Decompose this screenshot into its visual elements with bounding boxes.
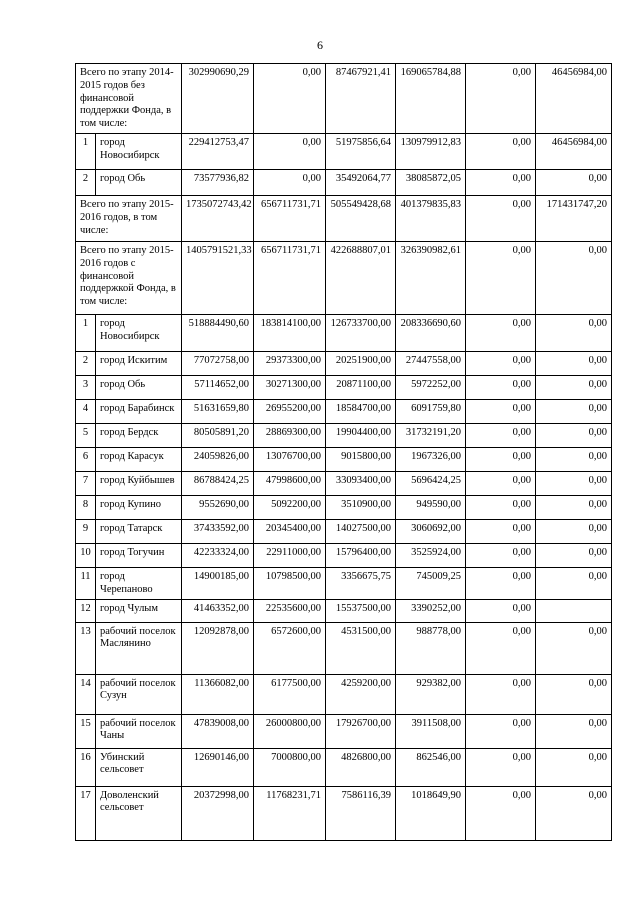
value-cell: 18584700,00	[326, 399, 396, 423]
value-cell: 26000800,00	[254, 714, 326, 748]
value-cell: 33093400,00	[326, 471, 396, 495]
row-name: город Новосибирск	[96, 133, 182, 169]
value-cell: 169065784,88	[396, 64, 466, 134]
value-cell: 0,00	[466, 447, 536, 471]
value-cell: 0,00	[466, 674, 536, 714]
value-cell: 0,00	[466, 64, 536, 134]
row-name: город Татарск	[96, 519, 182, 543]
row-number: 15	[76, 714, 96, 748]
value-cell: 37433592,00	[182, 519, 254, 543]
value-cell: 130979912,83	[396, 133, 466, 169]
row-number: 1	[76, 133, 96, 169]
value-cell: 949590,00	[396, 495, 466, 519]
value-cell: 656711731,71	[254, 241, 326, 314]
row-number: 7	[76, 471, 96, 495]
value-cell: 38085872,05	[396, 169, 466, 195]
value-cell: 0,00	[466, 423, 536, 447]
value-cell: 0,00	[466, 133, 536, 169]
row-name: рабочий поселок Сузун	[96, 674, 182, 714]
row-name: город Карасук	[96, 447, 182, 471]
value-cell: 0,00	[254, 64, 326, 134]
value-cell: 3060692,00	[396, 519, 466, 543]
value-cell: 14027500,00	[326, 519, 396, 543]
value-cell: 20251900,00	[326, 351, 396, 375]
value-cell: 0,00	[466, 495, 536, 519]
value-cell: 505549428,68	[326, 195, 396, 241]
value-cell: 13076700,00	[254, 447, 326, 471]
value-cell: 0,00	[466, 169, 536, 195]
value-cell: 31732191,20	[396, 423, 466, 447]
value-cell: 7586116,39	[326, 786, 396, 840]
value-cell: 47839008,00	[182, 714, 254, 748]
value-cell: 862546,00	[396, 748, 466, 786]
summary-row	[76, 64, 612, 134]
table-row	[76, 714, 612, 748]
summary-row	[76, 241, 612, 314]
value-cell: 0,00	[466, 786, 536, 840]
value-cell: 46456984,00	[536, 133, 612, 169]
value-cell: 0,00	[466, 399, 536, 423]
value-cell: 30271300,00	[254, 375, 326, 399]
value-cell: 656711731,71	[254, 195, 326, 241]
row-name: город Куйбышев	[96, 471, 182, 495]
value-cell: 14900185,00	[182, 567, 254, 599]
row-name: город Искитим	[96, 351, 182, 375]
value-cell: 28869300,00	[254, 423, 326, 447]
value-cell: 15537500,00	[326, 599, 396, 622]
value-cell: 171431747,20	[536, 195, 612, 241]
row-number: 5	[76, 423, 96, 447]
value-cell: 0,00	[536, 543, 612, 567]
value-cell: 0,00	[466, 748, 536, 786]
value-cell: 229412753,47	[182, 133, 254, 169]
table-row	[76, 399, 612, 423]
value-cell: 5972252,00	[396, 375, 466, 399]
summary-label: Всего по этапу 2015-2016 годов с финансовой поддержкой Фонда, в том числе:	[76, 241, 182, 314]
value-cell: 35492064,77	[326, 169, 396, 195]
value-cell: 87467921,41	[326, 64, 396, 134]
table-row	[76, 351, 612, 375]
row-name: город Тогучин	[96, 543, 182, 567]
table-row	[76, 567, 612, 599]
value-cell: 4531500,00	[326, 622, 396, 674]
value-cell: 73577936,82	[182, 169, 254, 195]
row-number: 10	[76, 543, 96, 567]
value-cell: 183814100,00	[254, 314, 326, 351]
value-cell: 9552690,00	[182, 495, 254, 519]
value-cell: 0,00	[466, 471, 536, 495]
table-row	[76, 622, 612, 674]
value-cell: 20372998,00	[182, 786, 254, 840]
value-cell: 4826800,00	[326, 748, 396, 786]
row-number: 13	[76, 622, 96, 674]
value-cell: 10798500,00	[254, 567, 326, 599]
value-cell: 6572600,00	[254, 622, 326, 674]
value-cell: 0,00	[466, 375, 536, 399]
row-name: Убинский сельсовет	[96, 748, 182, 786]
value-cell: 3510900,00	[326, 495, 396, 519]
value-cell: 0,00	[254, 169, 326, 195]
value-cell: 7000800,00	[254, 748, 326, 786]
value-cell: 47998600,00	[254, 471, 326, 495]
value-cell: 0,00	[536, 399, 612, 423]
summary-row	[76, 195, 612, 241]
row-name: город Бердск	[96, 423, 182, 447]
row-number: 6	[76, 447, 96, 471]
funding-table	[75, 63, 612, 841]
value-cell: 9015800,00	[326, 447, 396, 471]
value-cell: 4259200,00	[326, 674, 396, 714]
value-cell: 0,00	[536, 375, 612, 399]
value-cell: 11366082,00	[182, 674, 254, 714]
value-cell: 20871100,00	[326, 375, 396, 399]
value-cell: 0,00	[536, 423, 612, 447]
row-number: 8	[76, 495, 96, 519]
value-cell: 988778,00	[396, 622, 466, 674]
value-cell: 0,00	[536, 351, 612, 375]
value-cell: 29373300,00	[254, 351, 326, 375]
row-number: 4	[76, 399, 96, 423]
row-number: 14	[76, 674, 96, 714]
value-cell: 46456984,00	[536, 64, 612, 134]
row-name: город Обь	[96, 169, 182, 195]
value-cell: 57114652,00	[182, 375, 254, 399]
row-name: город Чулым	[96, 599, 182, 622]
row-number: 1	[76, 314, 96, 351]
value-cell: 0,00	[466, 622, 536, 674]
value-cell: 126733700,00	[326, 314, 396, 351]
value-cell: 1405791521,33	[182, 241, 254, 314]
value-cell	[536, 599, 612, 622]
value-cell: 22535600,00	[254, 599, 326, 622]
table-row	[76, 169, 612, 195]
value-cell: 0,00	[536, 314, 612, 351]
row-number: 17	[76, 786, 96, 840]
summary-label: Всего по этапу 2015-2016 годов, в том числе:	[76, 195, 182, 241]
value-cell: 0,00	[536, 622, 612, 674]
value-cell: 0,00	[536, 519, 612, 543]
value-cell: 0,00	[536, 471, 612, 495]
value-cell: 518884490,60	[182, 314, 254, 351]
table-row	[76, 543, 612, 567]
value-cell: 24059826,00	[182, 447, 254, 471]
value-cell: 26955200,00	[254, 399, 326, 423]
table-row	[76, 674, 612, 714]
value-cell: 51975856,64	[326, 133, 396, 169]
value-cell: 0,00	[536, 169, 612, 195]
table-row	[76, 314, 612, 351]
value-cell: 12690146,00	[182, 748, 254, 786]
value-cell: 15796400,00	[326, 543, 396, 567]
table-row	[76, 599, 612, 622]
value-cell: 0,00	[466, 599, 536, 622]
page-number: 6	[317, 38, 323, 52]
value-cell: 11768231,71	[254, 786, 326, 840]
value-cell: 401379835,83	[396, 195, 466, 241]
value-cell: 0,00	[466, 519, 536, 543]
value-cell: 0,00	[466, 351, 536, 375]
value-cell: 86788424,25	[182, 471, 254, 495]
row-name: город Новосибирск	[96, 314, 182, 351]
value-cell: 6091759,80	[396, 399, 466, 423]
value-cell: 20345400,00	[254, 519, 326, 543]
value-cell: 5092200,00	[254, 495, 326, 519]
table-row	[76, 786, 612, 840]
value-cell: 1735072743,42	[182, 195, 254, 241]
row-number: 11	[76, 567, 96, 599]
row-number: 9	[76, 519, 96, 543]
row-name: город Барабинск	[96, 399, 182, 423]
row-name: рабочий поселок Маслянино	[96, 622, 182, 674]
value-cell: 0,00	[536, 786, 612, 840]
value-cell: 0,00	[536, 714, 612, 748]
value-cell: 326390982,61	[396, 241, 466, 314]
row-number: 2	[76, 351, 96, 375]
value-cell: 6177500,00	[254, 674, 326, 714]
value-cell: 3390252,00	[396, 599, 466, 622]
table-row	[76, 447, 612, 471]
value-cell: 0,00	[536, 495, 612, 519]
table-row	[76, 423, 612, 447]
table-row	[76, 495, 612, 519]
row-name: рабочий поселок Чаны	[96, 714, 182, 748]
table-row	[76, 375, 612, 399]
value-cell: 80505891,20	[182, 423, 254, 447]
value-cell: 422688807,01	[326, 241, 396, 314]
row-name: город Обь	[96, 375, 182, 399]
value-cell: 3525924,00	[396, 543, 466, 567]
value-cell: 929382,00	[396, 674, 466, 714]
value-cell: 19904400,00	[326, 423, 396, 447]
value-cell: 0,00	[536, 748, 612, 786]
value-cell: 22911000,00	[254, 543, 326, 567]
row-number: 3	[76, 375, 96, 399]
value-cell: 0,00	[466, 543, 536, 567]
value-cell: 0,00	[536, 567, 612, 599]
value-cell: 3911508,00	[396, 714, 466, 748]
table-row	[76, 133, 612, 169]
table-row	[76, 748, 612, 786]
row-number: 16	[76, 748, 96, 786]
value-cell: 0,00	[466, 714, 536, 748]
value-cell: 745009,25	[396, 567, 466, 599]
value-cell: 41463352,00	[182, 599, 254, 622]
value-cell: 0,00	[254, 133, 326, 169]
value-cell: 0,00	[466, 567, 536, 599]
value-cell: 77072758,00	[182, 351, 254, 375]
table-row	[76, 519, 612, 543]
value-cell: 0,00	[536, 447, 612, 471]
value-cell: 3356675,75	[326, 567, 396, 599]
row-name: Доволенский сельсовет	[96, 786, 182, 840]
value-cell: 51631659,80	[182, 399, 254, 423]
value-cell: 0,00	[466, 314, 536, 351]
row-name: город Черепаново	[96, 567, 182, 599]
row-number: 2	[76, 169, 96, 195]
value-cell: 0,00	[536, 241, 612, 314]
value-cell: 0,00	[466, 195, 536, 241]
value-cell: 0,00	[536, 674, 612, 714]
value-cell: 1018649,90	[396, 786, 466, 840]
value-cell: 0,00	[466, 241, 536, 314]
row-number: 12	[76, 599, 96, 622]
value-cell: 12092878,00	[182, 622, 254, 674]
table-row	[76, 471, 612, 495]
value-cell: 5696424,25	[396, 471, 466, 495]
value-cell: 208336690,60	[396, 314, 466, 351]
value-cell: 27447558,00	[396, 351, 466, 375]
value-cell: 17926700,00	[326, 714, 396, 748]
value-cell: 42233324,00	[182, 543, 254, 567]
value-cell: 302990690,29	[182, 64, 254, 134]
summary-label: Всего по этапу 2014-2015 годов без финансовой поддержки Фонда, в том числе:	[76, 64, 182, 134]
value-cell: 1967326,00	[396, 447, 466, 471]
row-name: город Купино	[96, 495, 182, 519]
